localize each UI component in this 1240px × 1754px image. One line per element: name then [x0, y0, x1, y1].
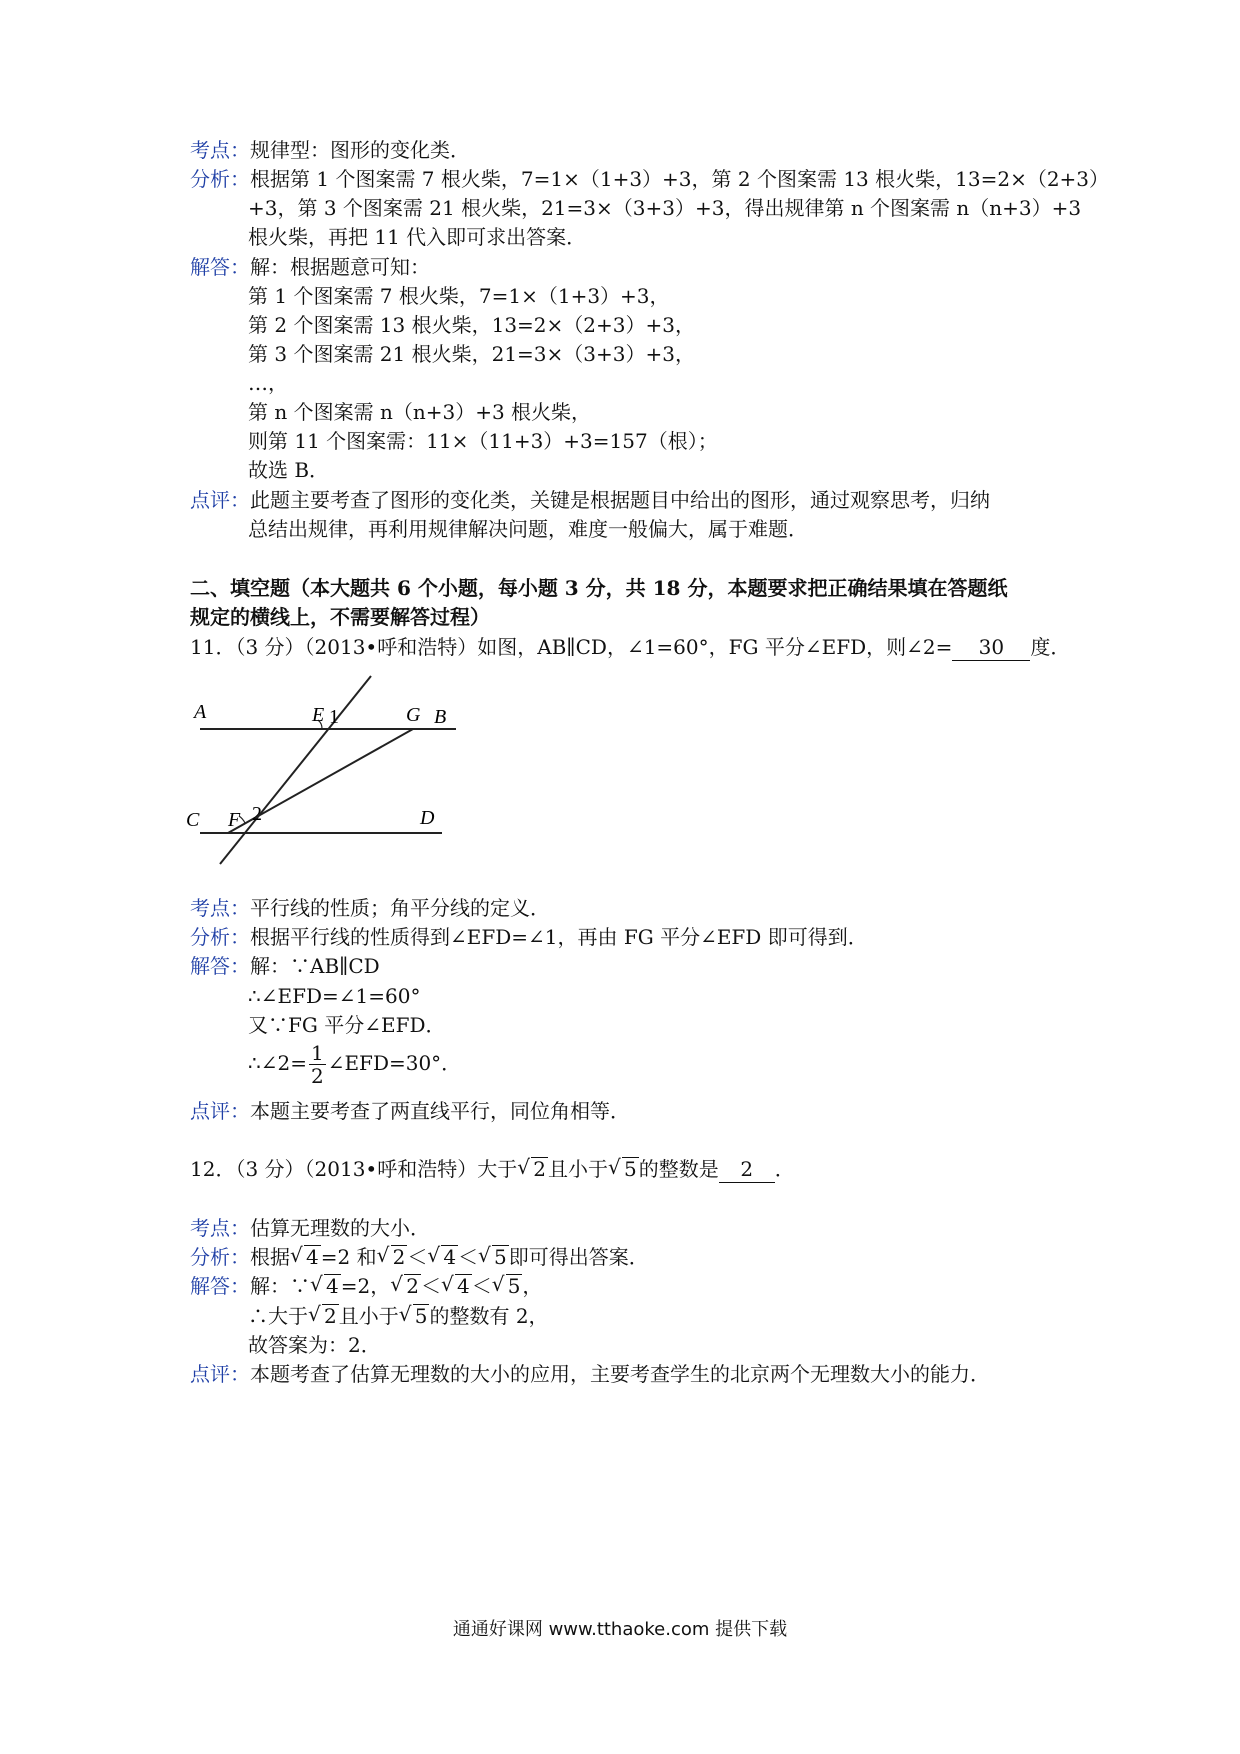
- q10-kaodian: 考点：规律型：图形的变化类．: [190, 138, 470, 162]
- jieda-label: 解答：: [190, 1274, 250, 1298]
- q10-fenxi: 分析：根据第 1 个图案需 7 根火柴，7=1×（1+3）+3，第 2 个图案需 13 根火柴，13=2×（2+3）: [190, 167, 1110, 191]
- fenxi-label: 分析：: [190, 1245, 250, 1269]
- kaodian-label: 考点：: [190, 138, 250, 162]
- q11-jieda-line: ∴∠EFD=∠1=60°: [248, 984, 421, 1008]
- sqrt-4: √ 4: [440, 1272, 470, 1298]
- q12-fenxi: 分析：根据 √ 4 =2 和 √ 2 ＜ √ 4 ＜ √ 5 即可得出答案．: [190, 1241, 649, 1273]
- q10-jieda-line: 第 1 个图案需 7 根火柴，7=1×（1+3）+3，: [248, 284, 670, 308]
- label-angle-2: 2: [252, 803, 262, 825]
- sqrt-5: √ 5: [491, 1272, 521, 1298]
- label-g: G: [406, 704, 421, 726]
- q11-stem: 11．（3 分）（2013•呼和浩特）如图，AB∥CD，∠1=60°，FG 平分∠EFD，则∠2= 30 度．: [190, 635, 1071, 659]
- q12-dianping: 点评：本题考查了估算无理数的大小的应用，主要考查学生的北京两个无理数大小的能力．: [190, 1362, 990, 1386]
- q11-dianping: 点评：本题主要考查了两直线平行，同位角相等．: [190, 1099, 630, 1123]
- label-c: C: [186, 809, 200, 831]
- fenxi-label: 分析：: [190, 167, 250, 191]
- kaodian-label: 考点：: [190, 896, 250, 920]
- q10-jieda-line: 则第 11 个图案需：11×（11+3）+3=157（根）；: [248, 429, 718, 453]
- sqrt-4: √ 4: [427, 1243, 457, 1269]
- label-angle-1: 1: [329, 706, 339, 728]
- sqrt-5: √ 5: [398, 1302, 428, 1328]
- q10-jieda-line: 故选 B．: [248, 458, 330, 482]
- sqrt-2: √ 2: [390, 1272, 419, 1298]
- transversal-ef: [220, 676, 371, 864]
- sqrt-2: √ 2: [308, 1302, 337, 1328]
- sqrt-4: √ 4: [310, 1272, 339, 1298]
- dianping-label: 点评：: [190, 488, 250, 512]
- q11-jieda: 解答：解：∵AB∥CD: [190, 954, 380, 978]
- jieda-label: 解答：: [190, 954, 250, 978]
- q12-stem: 12．（3 分）（2013•呼和浩特）大于 √ 2 且小于 √ 5 的整数是 2 ．: [190, 1153, 795, 1185]
- q10-dianping: 点评：此题主要考查了图形的变化类，关键是根据题目中给出的图形，通过观察思考，归纳: [190, 488, 990, 512]
- q10-fenxi-line2: +3，第 3 个图案需 21 根火柴，21=3×（3+3）+3，得出规律第 n 个图案需 n（n+3）+3: [248, 196, 1082, 220]
- q12-answer-blank: 2: [719, 1156, 775, 1183]
- page-footer: 通通好课网 www.tthaoke.com 提供下载: [452, 1619, 788, 1640]
- sqrt-4: √ 4: [290, 1243, 319, 1269]
- q10-jieda-line: 第 n 个图案需 n（n+3）+3 根火柴，: [248, 400, 592, 424]
- q10-jieda: 解答：解：根据题意可知：: [190, 255, 430, 279]
- sqrt-5: √ 5: [607, 1155, 637, 1181]
- q10-dianping-line2: 总结出规律，再利用规律解决问题，难度一般偏大，属于难题．: [248, 517, 808, 541]
- sqrt-2: √ 2: [376, 1243, 406, 1269]
- q11-kaodian: 考点：平行线的性质；角平分线的定义．: [190, 896, 550, 920]
- sqrt-5: √ 5: [478, 1243, 507, 1269]
- sqrt-2: √ 2: [517, 1155, 546, 1181]
- fenxi-label: 分析：: [190, 925, 250, 949]
- q11-jieda-fraction-line: ∴∠2= $\frac{1}{2}$ ∠EFD=30°．: [248, 1041, 462, 1088]
- label-a: A: [194, 701, 207, 723]
- q10-fenxi-line3: 根火柴，再把 11 代入即可求出答案．: [248, 225, 587, 249]
- q12-jieda-line2: ∴大于 √ 2 且小于 √ 5 的整数有 2，: [248, 1300, 549, 1332]
- q11-answer-blank: 30: [952, 634, 1030, 661]
- label-d: D: [420, 807, 435, 829]
- fraction-one-half: $\frac{1}{2}$: [310, 1041, 324, 1088]
- section-heading: 二、填空题（本大题共 6 个小题，每小题 3 分，共 18 分，本题要求把正确结果填在答题纸: [190, 576, 1008, 600]
- label-e: E: [312, 704, 325, 726]
- q10-jieda-line: 第 2 个图案需 13 根火柴，13=2×（2+3）+3，: [248, 313, 695, 337]
- q12-kaodian: 考点：估算无理数的大小．: [190, 1216, 430, 1240]
- label-f: F: [228, 809, 241, 831]
- kaodian-label: 考点：: [190, 1216, 250, 1240]
- q11-fenxi: 分析：根据平行线的性质得到∠EFD=∠1，再由 FG 平分∠EFD 即可得到．: [190, 925, 868, 949]
- section-heading-line2: 规定的横线上，不需要解答过程）: [190, 605, 490, 629]
- dianping-label: 点评：: [190, 1099, 250, 1123]
- q12-jieda-line3: 故答案为：2．: [248, 1333, 381, 1357]
- jieda-label: 解答：: [190, 255, 250, 279]
- q10-jieda-line: …，: [248, 371, 288, 395]
- q11-jieda-line: 又∵FG 平分∠EFD．: [248, 1013, 446, 1037]
- q10-jieda-line: 第 3 个图案需 21 根火柴，21=3×（3+3）+3，: [248, 342, 695, 366]
- label-b: B: [434, 706, 447, 728]
- dianping-label: 点评：: [190, 1362, 250, 1386]
- q11-figure: [180, 668, 480, 878]
- q12-jieda: 解答：解：∵ √ 4 =2， √ 2 ＜ √ 4 ＜ √ 5 ，: [190, 1270, 542, 1302]
